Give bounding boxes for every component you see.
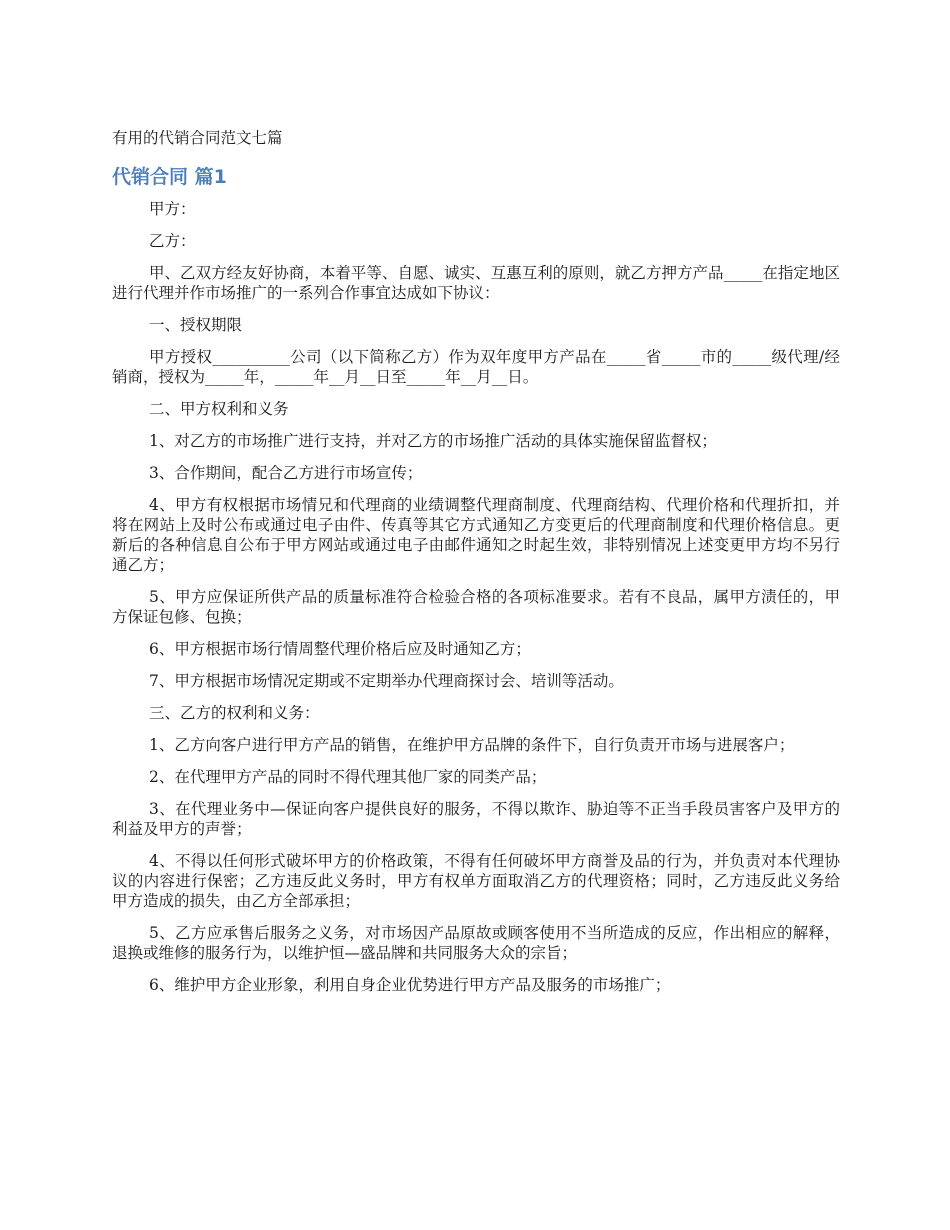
party-a-item-1: 1、对乙方的市场推广进行支持，并对乙方的市场推广活动的具体实施保留监督权； bbox=[149, 432, 717, 450]
party-b-item-4: 4、不得以任何形式破坏甲方的价格政策，不得有任何破坏甲方商誉及品的行为，并负责对本代理协议的内容进行保密；乙方违反此义务时，甲方有权单方面取消乙方的代理资格；同时，乙方违反此义务给甲方造成的损失，由乙方全部承担； bbox=[112, 852, 840, 910]
preamble-paragraph: 甲、乙双方经友好协商，本着平等、自愿、诚实、互惠互利的原则，就乙方押方产品_____在指定地区进行代理并作市场推广的一系列合作事宜达成如下协议： bbox=[112, 264, 840, 302]
document-page bbox=[112, 128, 840, 1007]
clause-heading-authorization-term: 一、授权期限 bbox=[149, 316, 243, 334]
party-b-line: 乙方： bbox=[149, 232, 196, 250]
party-a-line: 甲方： bbox=[149, 200, 196, 218]
clause-heading-party-b-rights: 三、乙方的权利和义务： bbox=[149, 704, 320, 722]
party-a-item-4: 4、甲方有权根据市场情兄和代理商的业绩调整代理商制度、代理商结构、代理价格和代理折扣，并将在网站上及时公布或通过电子由件、传真等其它方式通知乙方变更后的代理商制度和代理价格信息。更新后的各种信息自公布于甲方网站或通过电子由邮件通知之时起生效，非特别情况上述变更甲方均不另行通乙方； bbox=[112, 496, 840, 574]
clause-heading-party-a-rights: 二、甲方权利和义务 bbox=[149, 400, 289, 418]
section-heading: 代销合同 篇1 bbox=[112, 166, 227, 188]
party-b-item-5: 5、乙方应承售后服务之义务，对市场因产品原故或顾客使用不当所造成的反应，作出相应的解释，退换或维修的服务行为，以维护恒—盛品牌和共同服务大众的宗旨； bbox=[112, 924, 840, 962]
party-b-item-1: 1、乙方向客户进行甲方产品的销售，在维护甲方品牌的条件下，自行负责开市场与进展客户； bbox=[149, 736, 795, 754]
party-a-item-6: 6、甲方根据市场行情周整代理价格后应及时通知乙方； bbox=[149, 640, 531, 658]
authorization-paragraph: 甲方授权__________公司（以下简称乙方）作为双年度甲方产品在_____省_____市的_____级代理/经销商，授权为_____年，_____年__月__日至_____年__月__日。 bbox=[112, 348, 840, 386]
party-a-item-3: 3、合作期间，配合乙方进行市场宣传； bbox=[149, 464, 423, 482]
party-b-item-6: 6、维护甲方企业形象，利用自身企业优势进行甲方产品及服务的市场推广； bbox=[149, 976, 671, 994]
party-a-item-5: 5、甲方应保证所供产品的质量标准符合检验合格的各项标准要求。若有不良品，属甲方渍任的，甲方保证包修、包换； bbox=[112, 588, 840, 626]
party-a-item-7: 7、甲方根据市场情况定期或不定期举办代理商探讨会、培训等活动。 bbox=[149, 672, 624, 690]
party-b-item-3: 3、在代理业务中—保证向客户提供良好的服务，不得以欺诈、胁迫等不正当手段员害客户及甲方的利益及甲方的声誉； bbox=[112, 800, 840, 838]
document-title: 有用的代销合同范文七篇 bbox=[112, 129, 283, 147]
party-b-item-2: 2、在代理甲方产品的同时不得代理其他厂家的同类产品； bbox=[149, 768, 547, 786]
